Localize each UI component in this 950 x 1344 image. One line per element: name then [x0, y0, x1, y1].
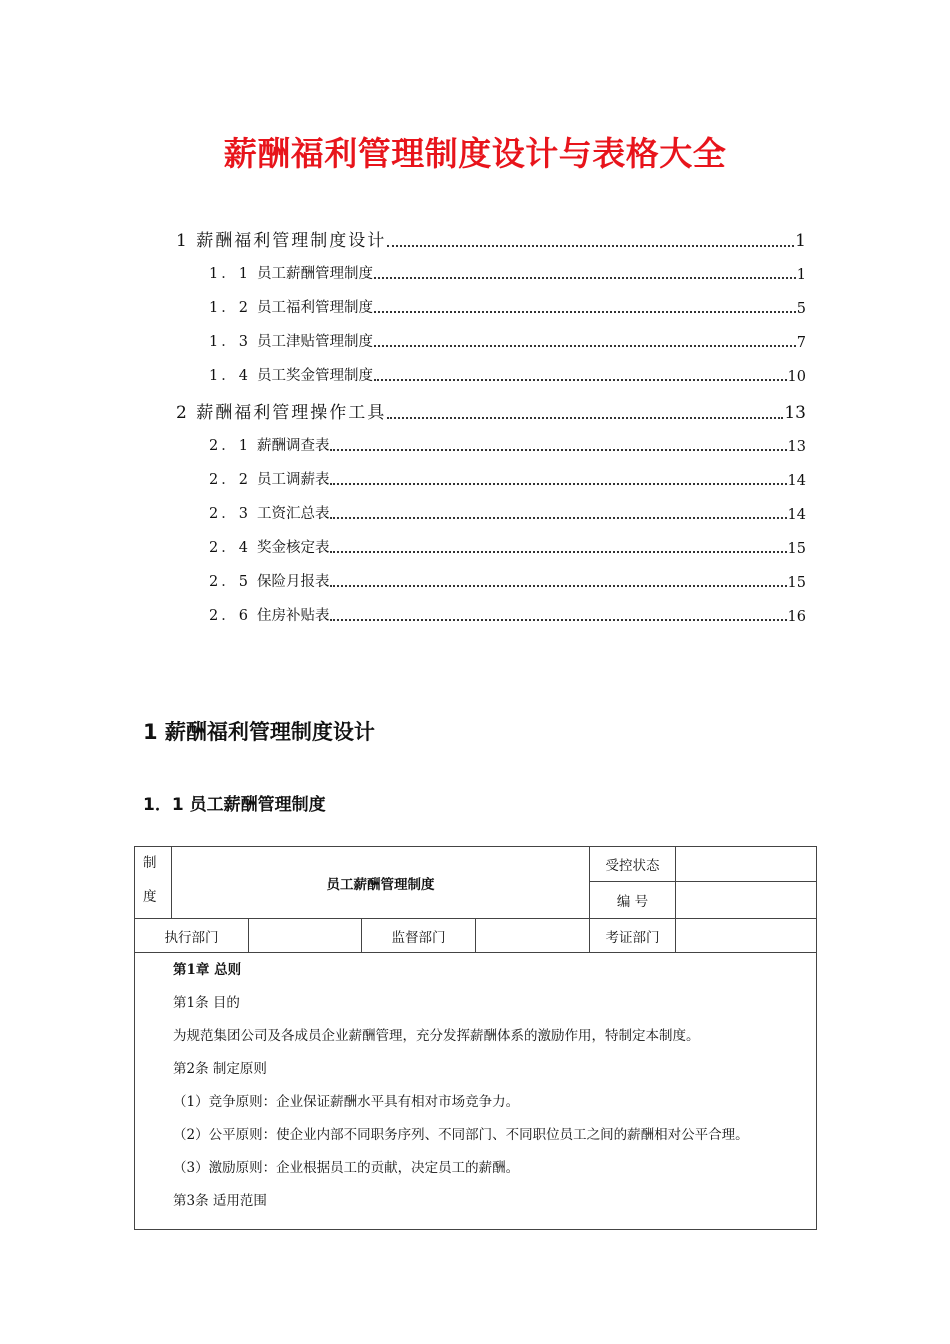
toc-entry-page: 14	[787, 473, 806, 489]
toc-entry-label: 员工调薪表	[256, 472, 330, 488]
toc-entry-number: 2．3	[209, 506, 251, 522]
toc-entry-page: 15	[787, 575, 806, 591]
supervise-dept-value	[476, 919, 590, 953]
toc-entry-page: 7	[796, 335, 806, 351]
supervise-dept-label: 监督部门	[362, 919, 476, 953]
toc-entry-page: 15	[787, 541, 806, 557]
toc-leader-dots	[330, 516, 786, 519]
control-status-value	[676, 847, 817, 882]
toc-entry-page: 1	[796, 267, 806, 283]
toc-leader-dots	[374, 276, 796, 279]
number-label: 编 号	[590, 882, 676, 919]
toc-leader-dots	[330, 482, 786, 485]
section-heading: 1 薪酬福利管理制度设计	[143, 720, 375, 744]
toc-leader-dots	[374, 310, 796, 313]
toc-entry[interactable]	[209, 330, 806, 351]
toc-entry-label: 员工奖金管理制度	[256, 368, 373, 384]
form-type-label-1: 制	[143, 855, 157, 871]
exec-dept-label: 执行部门	[135, 919, 249, 953]
policy-form-table	[134, 846, 817, 1230]
control-status-label: 受控状态	[590, 847, 676, 882]
body-paragraph: （3）激励原则：企业根据员工的贡献，决定员工的薪酬。	[173, 1160, 520, 1176]
toc-entry-label: 保险月报表	[256, 574, 330, 590]
toc-entry-number: 2．2	[209, 472, 251, 488]
toc-entry-number: 1．2	[209, 300, 251, 316]
body-paragraph: （2）公平原则：使企业内部不同职务序列、不同部门、不同职位员工之间的薪酬相对公平合理。	[173, 1127, 749, 1143]
body-paragraph: 为规范集团公司及各成员企业薪酬管理，充分发挥薪酬体系的激励作用，特制定本制度。	[173, 1028, 700, 1044]
toc-entry-number: 2．4	[209, 540, 251, 556]
toc-leader-dots	[387, 416, 783, 419]
toc-entry[interactable]	[209, 262, 806, 283]
toc-leader-dots	[387, 244, 794, 247]
form-name: 员工薪酬管理制度	[172, 847, 590, 919]
form-body	[135, 953, 817, 1230]
toc-entry-label: 1 薪酬福利管理制度设计	[176, 231, 387, 251]
number-value	[676, 882, 817, 919]
toc-entry-page: 13	[787, 439, 806, 455]
toc-entry-number: 2．5	[209, 574, 251, 590]
toc-leader-dots	[330, 584, 786, 587]
toc-entry-label: 2 薪酬福利管理操作工具	[176, 403, 387, 423]
toc-entry[interactable]	[209, 570, 806, 591]
toc-entry-page: 14	[787, 507, 806, 523]
toc-entry-page: 16	[787, 609, 806, 625]
audit-dept-value	[676, 919, 817, 953]
body-paragraph: 第1条 目的	[173, 995, 240, 1011]
toc-entry-page: 13	[784, 403, 806, 423]
toc-entry-label: 奖金核定表	[256, 540, 330, 556]
toc-leader-dots	[330, 550, 786, 553]
toc-entry[interactable]	[209, 536, 806, 557]
toc-entry-number: 2．1	[209, 438, 251, 454]
toc-entry-label: 员工津贴管理制度	[256, 334, 373, 350]
toc-entry-label: 工资汇总表	[256, 506, 330, 522]
body-paragraph: （1）竞争原则：企业保证薪酬水平具有相对市场竞争力。	[173, 1094, 520, 1110]
exec-dept-value	[249, 919, 362, 953]
toc-entry[interactable]	[209, 364, 806, 385]
toc-entry[interactable]	[209, 468, 806, 489]
toc-entry[interactable]	[209, 296, 806, 317]
toc-entry-number: 1．3	[209, 334, 251, 350]
toc-leader-dots	[330, 448, 786, 451]
toc-entry-number: 2．6	[209, 608, 251, 624]
body-paragraph: 第3条 适用范围	[173, 1193, 267, 1209]
audit-dept-label: 考证部门	[590, 919, 676, 953]
form-type-label-2: 度	[143, 889, 157, 905]
toc-leader-dots	[374, 378, 787, 381]
toc-leader-dots	[374, 344, 796, 347]
toc-leader-dots	[330, 618, 786, 621]
document-title: 薪酬福利管理制度设计与表格大全	[223, 134, 727, 173]
toc-entry-page: 1	[795, 231, 806, 251]
toc-entry-number: 1．1	[209, 266, 251, 282]
toc-entry[interactable]	[176, 398, 806, 423]
toc-entry[interactable]	[176, 226, 806, 251]
toc-entry[interactable]	[209, 434, 806, 455]
toc-entry-label: 员工福利管理制度	[256, 300, 373, 316]
section-subheading: 1．1 员工薪酬管理制度	[143, 795, 326, 815]
chapter-heading: 第1章 总则	[173, 962, 242, 978]
toc-entry-number: 1．4	[209, 368, 251, 384]
toc-entry-page: 5	[796, 301, 806, 317]
toc-entry[interactable]	[209, 604, 806, 625]
body-paragraph: 第2条 制定原则	[173, 1061, 267, 1077]
toc-entry-label: 薪酬调查表	[256, 438, 330, 454]
toc-entry-page: 10	[787, 369, 806, 385]
form-type-cell	[135, 847, 172, 919]
toc-entry-label: 住房补贴表	[256, 608, 330, 624]
toc-entry-label: 员工薪酬管理制度	[256, 266, 373, 282]
toc-entry[interactable]	[209, 502, 806, 523]
